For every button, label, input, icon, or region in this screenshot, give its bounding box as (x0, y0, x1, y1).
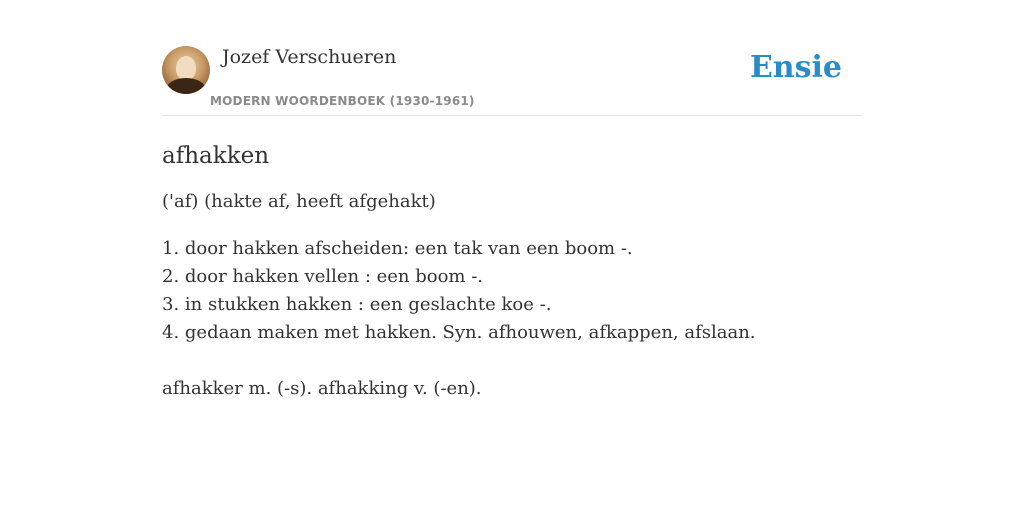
headword: afhakken (162, 143, 270, 169)
sense-item: 3. in stukken hakken : een geslachte koe -. (162, 294, 552, 315)
source-title[interactable]: MODERN WOORDENBOEK (1930-1961) (210, 94, 475, 108)
sense-item: 1. door hakken afscheiden: een tak van een boom -. (162, 238, 633, 259)
derivatives: afhakker m. (-s). afhakking v. (-en). (162, 378, 482, 399)
avatar-body (166, 78, 206, 94)
entry-header (162, 42, 862, 116)
sense-item: 2. door hakken vellen : een boom -. (162, 266, 484, 287)
entry-content (162, 141, 862, 403)
avatar-face (176, 56, 196, 80)
author-avatar[interactable] (162, 46, 210, 94)
sense-item: 4. gedaan maken met hakken. Syn. afhouwen, afkappen, afslaan. (162, 322, 756, 343)
sense-list (162, 235, 862, 347)
author-name[interactable]: Jozef Verschueren (222, 46, 397, 68)
entry-card (162, 42, 862, 403)
grammar-info: ('af) (hakte af, heeft afgehakt) (162, 191, 436, 212)
ensie-logo[interactable]: Ensie (749, 50, 842, 85)
